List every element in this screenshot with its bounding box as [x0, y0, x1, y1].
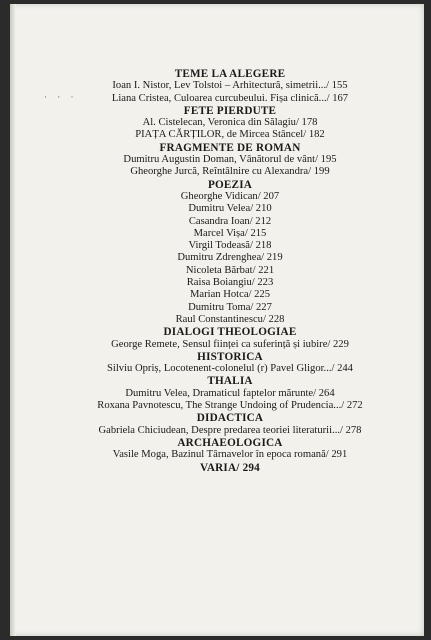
section-title: THALIA	[207, 375, 253, 388]
toc-entry: Gabriela Chiciudean, Despre predarea teoriei literaturii.../ 278	[98, 424, 362, 436]
section-title: DIALOGI THEOLOGIAE	[163, 326, 297, 339]
section-title: FRAGMENTE DE ROMAN	[159, 141, 301, 154]
toc-section	[40, 105, 420, 142]
toc-section	[40, 462, 420, 474]
toc-section	[40, 68, 420, 105]
toc-entry: Casandra Ioan/ 212	[188, 215, 272, 227]
toc-entry: Dumitru Velea, Dramaticul faptelor mărunte/ 264	[125, 387, 335, 399]
toc-entry: George Remete, Sensul ființei ca suferință și iubire/ 229	[111, 338, 349, 350]
toc-entry: Dumitru Velea/ 210	[188, 203, 272, 215]
section-title: DIDACTICA	[196, 412, 264, 425]
toc-section	[40, 351, 420, 376]
toc-entry: Marian Hotca/ 225	[189, 289, 271, 301]
decorative-dots: · · ·	[44, 92, 78, 102]
toc-entry: Liana Cristea, Culoarea curcubeului. Fișa clinică.../ 167	[111, 92, 349, 104]
section-title: POEZIA	[207, 178, 253, 191]
section-title: HISTORICA	[197, 350, 263, 363]
section-title: ARCHAEOLOGICA	[177, 436, 283, 449]
toc-entry: Raul Constantinescu/ 228	[175, 313, 285, 325]
toc-entry: Ioan I. Nistor, Lev Tolstoi – Arhitectură, simetrii.../ 155	[112, 80, 348, 92]
toc-entry: Dumitru Augustin Doman, Vânătorul de vânt/ 195	[123, 154, 337, 166]
toc-entry: Dumitru Toma/ 227	[188, 301, 272, 313]
toc-entry: Gheorghe Jurcă, Reîntâlnire cu Alexandra/ 199	[130, 166, 330, 178]
page-spine-shadow	[10, 4, 16, 636]
toc-entry: PIAȚA CĂRȚILOR, de Mircea Stâncel/ 182	[135, 129, 325, 141]
section-title: FETE PIERDUTE	[183, 104, 277, 117]
toc-entry: Dumitru Zdrenghea/ 219	[177, 252, 283, 264]
toc-entry: Silviu Opriș, Locotenent-colonelul (r) Pavel Gligor.../ 244	[107, 363, 353, 375]
toc-section	[40, 179, 420, 327]
toc-entry: Virgil Todeasă/ 218	[188, 240, 272, 252]
section-title: VARIA/ 294	[200, 461, 260, 474]
toc-entry: Marcel Vișa/ 215	[193, 227, 267, 239]
toc-entry: Roxana Pavnotescu, The Strange Undoing of Prudencia.../ 272	[97, 400, 363, 412]
toc-section	[40, 326, 420, 351]
table-of-contents	[40, 68, 420, 474]
toc-entry: Vasile Moga, Bazinul Târnavelor în epoca romană/ 291	[112, 449, 348, 461]
toc-entry: Gheorghe Vidican/ 207	[180, 190, 280, 202]
toc-entry: Al. Cistelecan, Veronica din Sălagiu/ 178	[142, 117, 318, 129]
section-title: TEME LA ALEGERE	[174, 68, 286, 80]
toc-section	[40, 412, 420, 437]
toc-section	[40, 437, 420, 462]
toc-entry: Nicoleta Bărbat/ 221	[185, 264, 275, 276]
toc-section	[40, 375, 420, 412]
toc-section	[40, 142, 420, 179]
document-page	[10, 4, 424, 636]
toc-entry: Raisa Boiangiu/ 223	[186, 277, 274, 289]
